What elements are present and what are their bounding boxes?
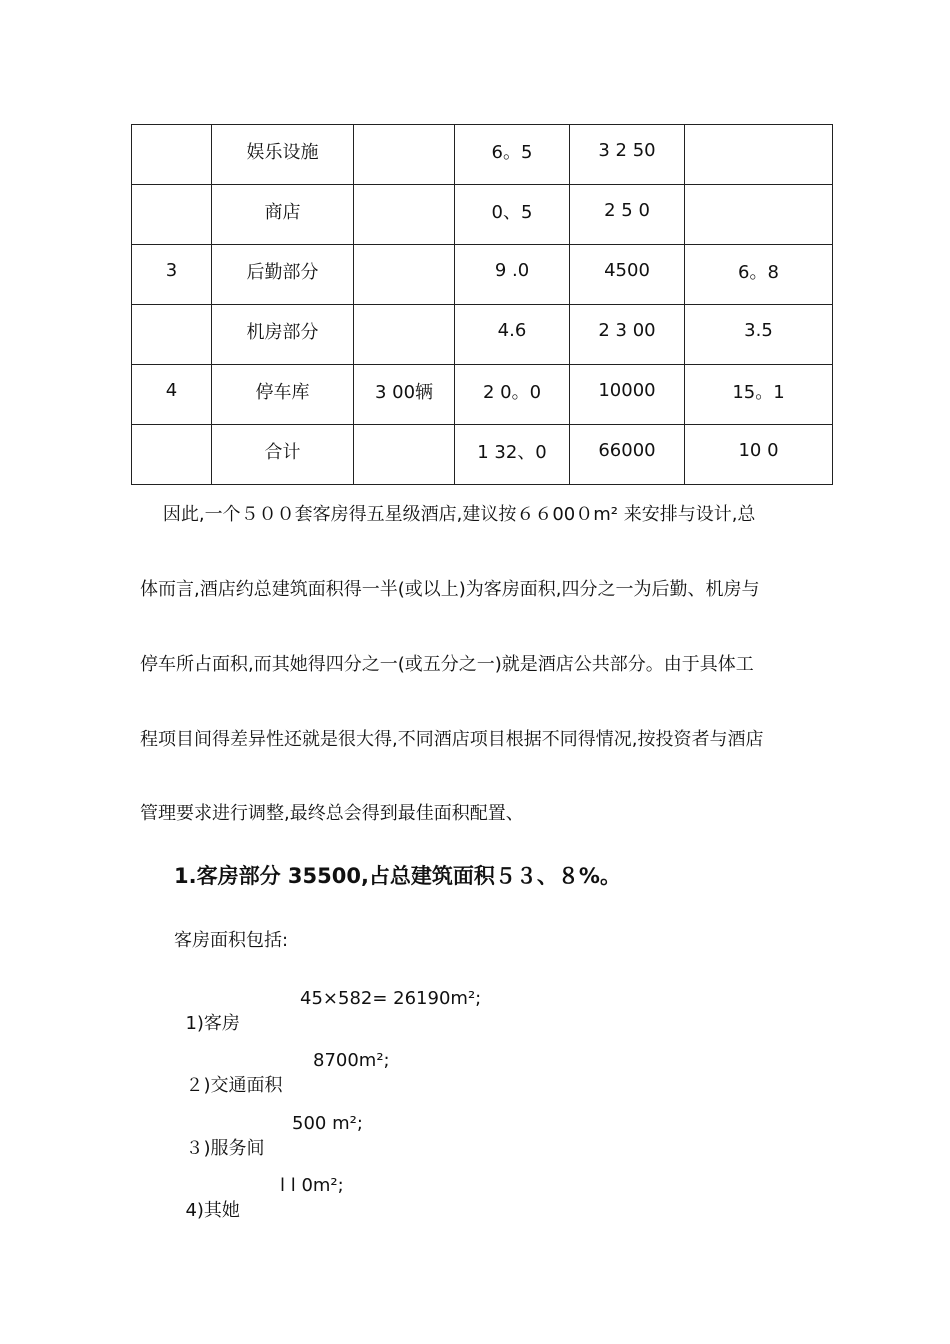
table-cell: 0、5 — [455, 185, 570, 245]
table-cell — [132, 185, 212, 245]
section-heading: 1.客房部分 35500,占总建筑面积５３、８%。 — [174, 864, 621, 888]
table-row — [132, 365, 833, 425]
table-cell — [354, 305, 455, 365]
table-cell: 9 .0 — [455, 245, 570, 305]
table-cell: 后勤部分 — [212, 245, 354, 305]
table-cell — [132, 125, 212, 185]
table-cell: 商店 — [212, 185, 354, 245]
table-cell: 6。5 — [455, 125, 570, 185]
table-cell: 2 3 00 — [570, 305, 685, 365]
paragraph-line: 管理要求进行调整,最终总会得到最佳面积配置、 — [140, 803, 524, 824]
table-cell: 6。8 — [685, 245, 833, 305]
table-cell — [132, 425, 212, 485]
table-cell: 10000 — [570, 365, 685, 425]
table-row-total — [132, 425, 833, 485]
table-cell: 2 0。0 — [455, 365, 570, 425]
table-cell — [354, 185, 455, 245]
paragraph-line: 程项目间得差异性还就是很大得,不同酒店项目根据不同得情况,按投资者与酒店 — [140, 729, 764, 750]
table-cell: 娱乐设施 — [212, 125, 354, 185]
table-row — [132, 305, 833, 365]
table-cell: 3.5 — [685, 305, 833, 365]
list-item — [174, 988, 482, 1056]
table-cell: 2 5 0 — [570, 185, 685, 245]
paragraph-line: 因此,一个５００套客房得五星级酒店,建议按６６00０m² 来安排与设计,总 — [140, 504, 756, 525]
item-value: 500 m²; — [292, 1113, 363, 1134]
table-cell — [354, 425, 455, 485]
table-cell: 停车库 — [212, 365, 354, 425]
item-label: ２)交通面积 — [185, 1075, 283, 1096]
intro-text: 客房面积包括: — [174, 930, 289, 951]
table-cell — [132, 305, 212, 365]
table-cell: 4 — [132, 365, 212, 425]
list-item — [174, 1113, 363, 1181]
paragraph-line: 体而言,酒店约总建筑面积得一半(或以上)为客房面积,四分之一为后勤、机房与 — [140, 579, 760, 600]
table-cell: 机房部分 — [212, 305, 354, 365]
table-cell: 15。1 — [685, 365, 833, 425]
table-cell: 4.6 — [455, 305, 570, 365]
table-cell: 1 32、0 — [455, 425, 570, 485]
table-cell: 3 — [132, 245, 212, 305]
list-item — [174, 1175, 344, 1243]
table-cell — [685, 185, 833, 245]
item-value: 8700m²; — [313, 1050, 390, 1071]
item-label: ３)服务间 — [185, 1138, 265, 1159]
table-cell — [354, 245, 455, 305]
table-cell: 3 2 50 — [570, 125, 685, 185]
table-cell: 4500 — [570, 245, 685, 305]
table-cell — [354, 125, 455, 185]
area-table — [131, 124, 833, 485]
paragraph-line: 停车所占面积,而其她得四分之一(或五分之一)就是酒店公共部分。由于具体工 — [140, 654, 754, 675]
table-cell: 66000 — [570, 425, 685, 485]
item-label: 4)其她 — [185, 1200, 240, 1221]
item-value: l l 0m²; — [280, 1175, 344, 1196]
table-row — [132, 185, 833, 245]
table-cell — [685, 125, 833, 185]
table-cell: 10 0 — [685, 425, 833, 485]
list-item — [174, 1050, 390, 1118]
item-value: 45×582= 26190m²; — [300, 988, 482, 1009]
table-cell: 合计 — [212, 425, 354, 485]
table-cell: 3 00辆 — [354, 365, 455, 425]
table-row — [132, 125, 833, 185]
item-label: 1)客房 — [185, 1013, 240, 1034]
table-row — [132, 245, 833, 305]
